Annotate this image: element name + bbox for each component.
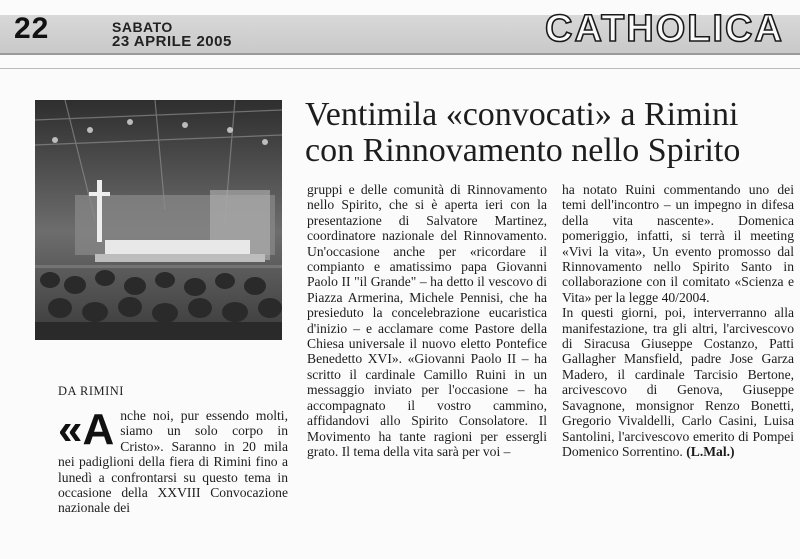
event-photo	[35, 100, 282, 340]
section-title: CATHOLICA	[545, 8, 784, 50]
column-1-text: nche noi, pur essendo molti, siamo un solo corpo in Cristo». Saranno in 20 mila nei padiglioni della fiera di Rimini fino a lunedì a confrontarsi su questo tema in occasione della XXVIII Convocazione nazionale dei	[58, 408, 288, 516]
byline: DA RIMINI	[58, 384, 124, 398]
column-2	[307, 182, 547, 459]
issue-day: SABATO	[112, 19, 173, 35]
column-1	[58, 405, 288, 516]
article-headline	[305, 97, 795, 169]
headline-line-1: Ventimila «convocati» a Rimini	[305, 96, 739, 133]
issue-date: 23 APRILE 2005	[112, 33, 232, 50]
drop-cap: «A	[58, 405, 115, 454]
headline-line-2: con Rinnovamento nello Spirito	[305, 132, 741, 169]
column-3	[562, 182, 794, 459]
page-number: 22	[14, 12, 50, 45]
page-header	[0, 0, 800, 56]
header-divider	[0, 68, 800, 69]
column-3-paragraph-1: ha notato Ruini commentando uno dei temi dell'incontro – un impegno in difesa della vita nascente». Domenica pomeriggio, infatti, si terrà il meeting «Vivi la vita», Un evento promosso dal Rinnovamento nello Spirito Santo in collaborazione con il comitato «Scienza e Vita» per la legge 40/2004.	[562, 182, 794, 305]
column-3-paragraph-2: In questi giorni, poi, interverranno alla manifestazione, tra gli altri, l'arcivescovo di Siracusa Giuseppe Costanzo, Patti Gallagher Mansfield, padre Jose Garza Madero, il cardinale Tarcisio Bertone, arcivescovo di Genova, Giuseppe Savagnone, monsignor Renzo Bonetti, Gregorio Vivaldelli, Carlo Casini, Luisa Santolini, l'arcivescovo emerito di Pompei Domenico Sorrentino.	[562, 305, 794, 459]
column-2-text: gruppi e delle comunità di Rinnovamento nello Spirito, che si è aperta ieri con la presentazione di Salvatore Martinez, coordinatore nazionale del Rinnovamento. Un'occasione anche per «ricordare il compianto e amatissimo papa Giovanni Paolo II "il Grande" – ha detto il vescovo di Piazza Armerina, Michele Pennisi, che ha presieduto la concelebrazione eucaristica d'inizio – e acclamare come Pastore della Chiesa universale il nuovo eletto Pontefice Benedetto XVI». «Giovanni Paolo II – ha scritto il cardinale Camillo Ruini in un messaggio inviato per l'occasione – ha accompagnato il vostro cammino, affidandovi allo Spirito Consolatore. Il Movimento ha tante ragioni per essergli grato. Il tema della vita sarà per voi –	[307, 182, 547, 459]
author-signature: (L.Mal.)	[686, 443, 735, 459]
